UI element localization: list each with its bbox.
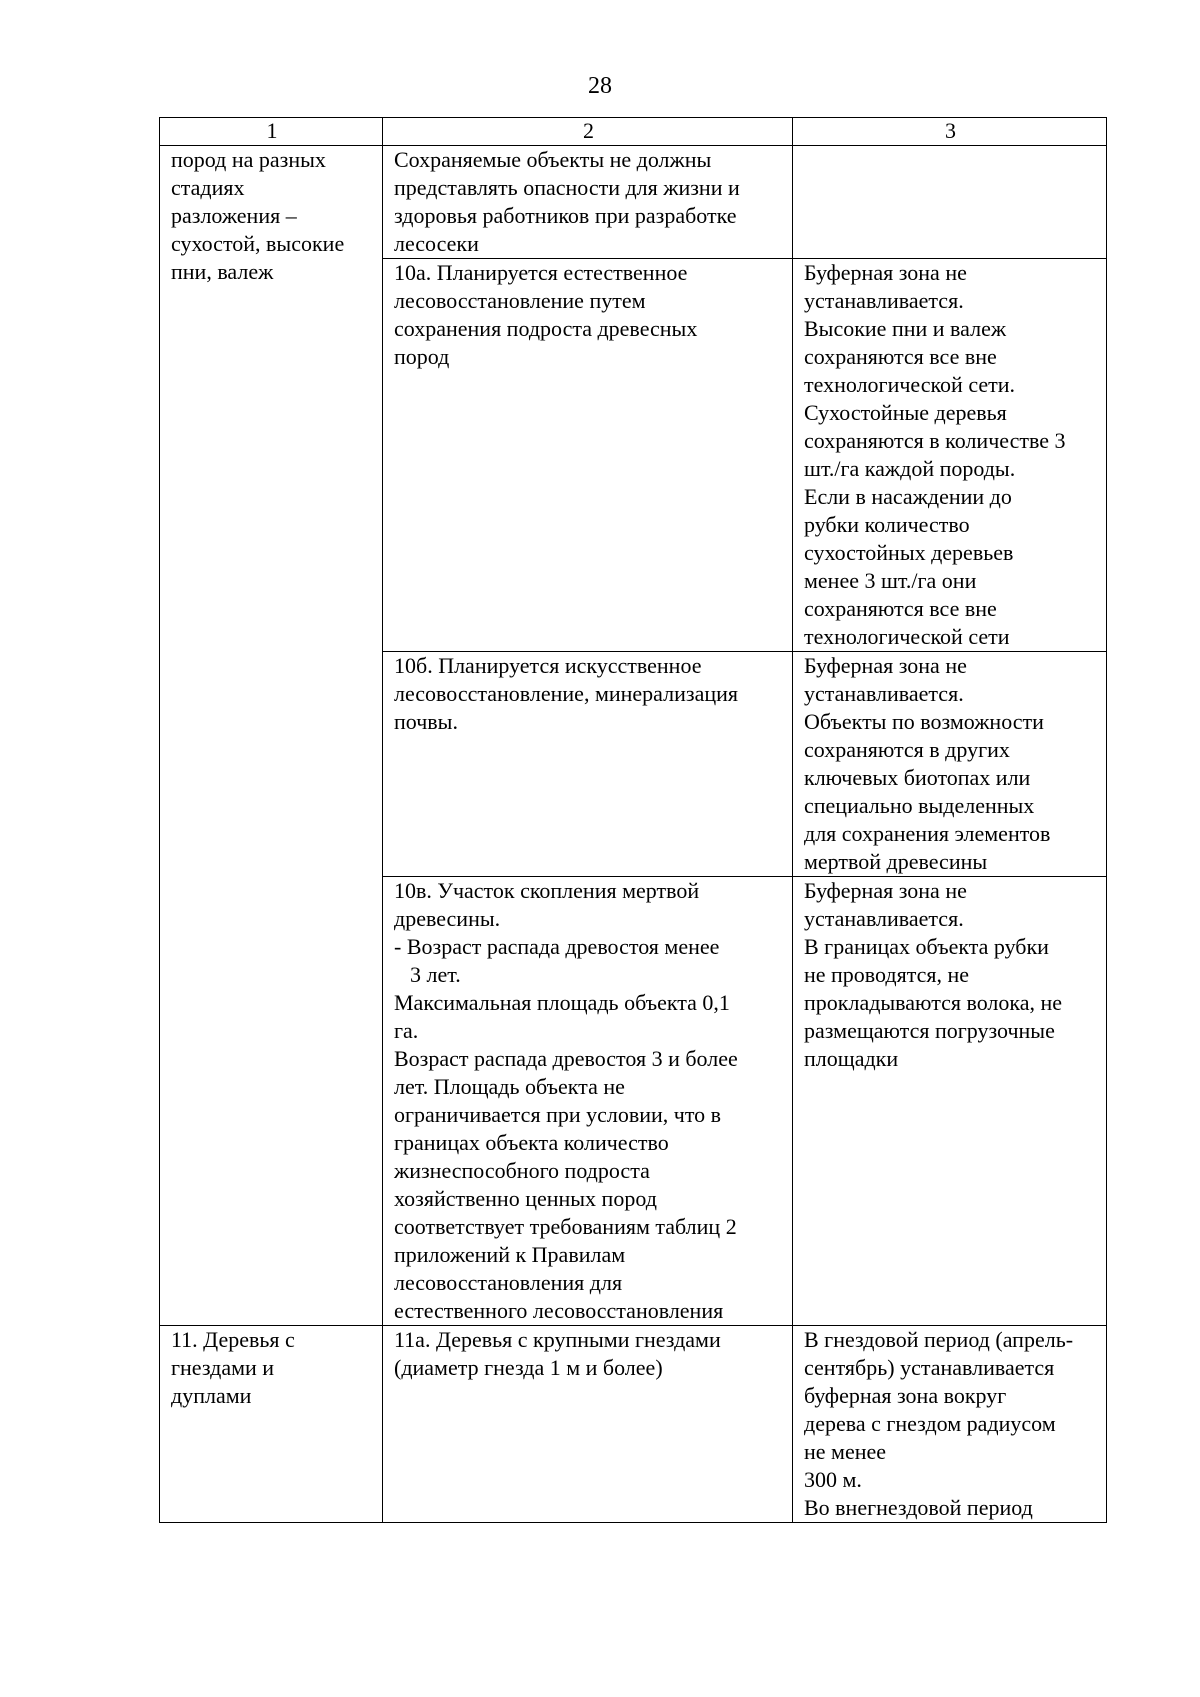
measure-text: Буферная зона не устанавливается. В границах объекта рубки не проводятся, не прокладываются волока, не размещаются погрузочные площадки bbox=[804, 878, 1063, 1071]
measure-text: В гнездовой период (апрель- сентябрь) устанавливается буферная зона вокруг дерева с гнездом радиусом не менее 300 м. Во внегнездовой период bbox=[804, 1327, 1074, 1520]
condition-text: 10б. Планируется искусственное лесовосстановление, минерализация почвы. bbox=[394, 653, 739, 734]
condition-cell bbox=[383, 877, 793, 1326]
condition-cell bbox=[383, 146, 793, 259]
object-type-text: пород на разных стадиях разложения – сухостой, высокие пни, валеж bbox=[171, 147, 345, 284]
measure-text: Буферная зона не устанавливается. Высокие пни и валеж сохраняются все вне технологической сети. Сухостойные деревья сохраняются в количестве 3 шт./га каждой породы. Если в насаждении до рубки количество сухостойных деревьев менее 3 шт./га они сохраняются все вне технологической сети bbox=[804, 260, 1066, 649]
measure-text: Буферная зона не устанавливается. Объекты по возможности сохраняются в других ключевых биотопах или специально выделенных для сохранения элементов мертвой древесины bbox=[804, 653, 1051, 874]
object-type-text: 11. Деревья с гнездами и дуплами bbox=[171, 1327, 295, 1408]
biotope-table bbox=[159, 117, 1107, 1523]
header-cell-3: 3 bbox=[793, 118, 1107, 146]
condition-cell bbox=[383, 1326, 793, 1523]
table-header-row bbox=[160, 118, 1107, 146]
condition-cell bbox=[383, 652, 793, 877]
header-cell-1: 1 bbox=[160, 118, 383, 146]
condition-text: 10в. Участок скопления мертвой древесины. - Возраст распада древостоя менее bbox=[394, 878, 720, 959]
condition-text: 11а. Деревья с крупными гнездами (диаметр гнезда 1 м и более) bbox=[394, 1327, 721, 1380]
measure-cell bbox=[793, 259, 1107, 652]
object-type-cell bbox=[160, 146, 383, 1326]
measure-cell bbox=[793, 877, 1107, 1326]
condition-text-indented: 3 лет. bbox=[410, 962, 461, 987]
object-type-cell bbox=[160, 1326, 383, 1523]
header-cell-2: 2 bbox=[383, 118, 793, 146]
measure-cell bbox=[793, 1326, 1107, 1523]
table-row bbox=[160, 146, 1107, 259]
condition-text: Максимальная площадь объекта 0,1 га. Возраст распада древостоя 3 и более лет. Площадь объекта не ограничивается при условии, что в границах объекта количество жизнеспособного подроста хозяйственно ценных пород соответствует требованиям таблиц 2 приложений к Правилам лесовосстановления для естественного лесовосстановления bbox=[394, 990, 738, 1323]
measure-cell bbox=[793, 652, 1107, 877]
measure-cell bbox=[793, 146, 1107, 259]
condition-text: 10а. Планируется естественное лесовосстановление путем сохранения подроста древесных пород bbox=[394, 260, 698, 369]
table-row bbox=[160, 1326, 1107, 1523]
condition-text: Сохраняемые объекты не должны представлять опасности для жизни и здоровья работников при разработке лесосеки bbox=[394, 147, 740, 256]
page-number: 28 bbox=[588, 73, 612, 99]
condition-cell bbox=[383, 259, 793, 652]
